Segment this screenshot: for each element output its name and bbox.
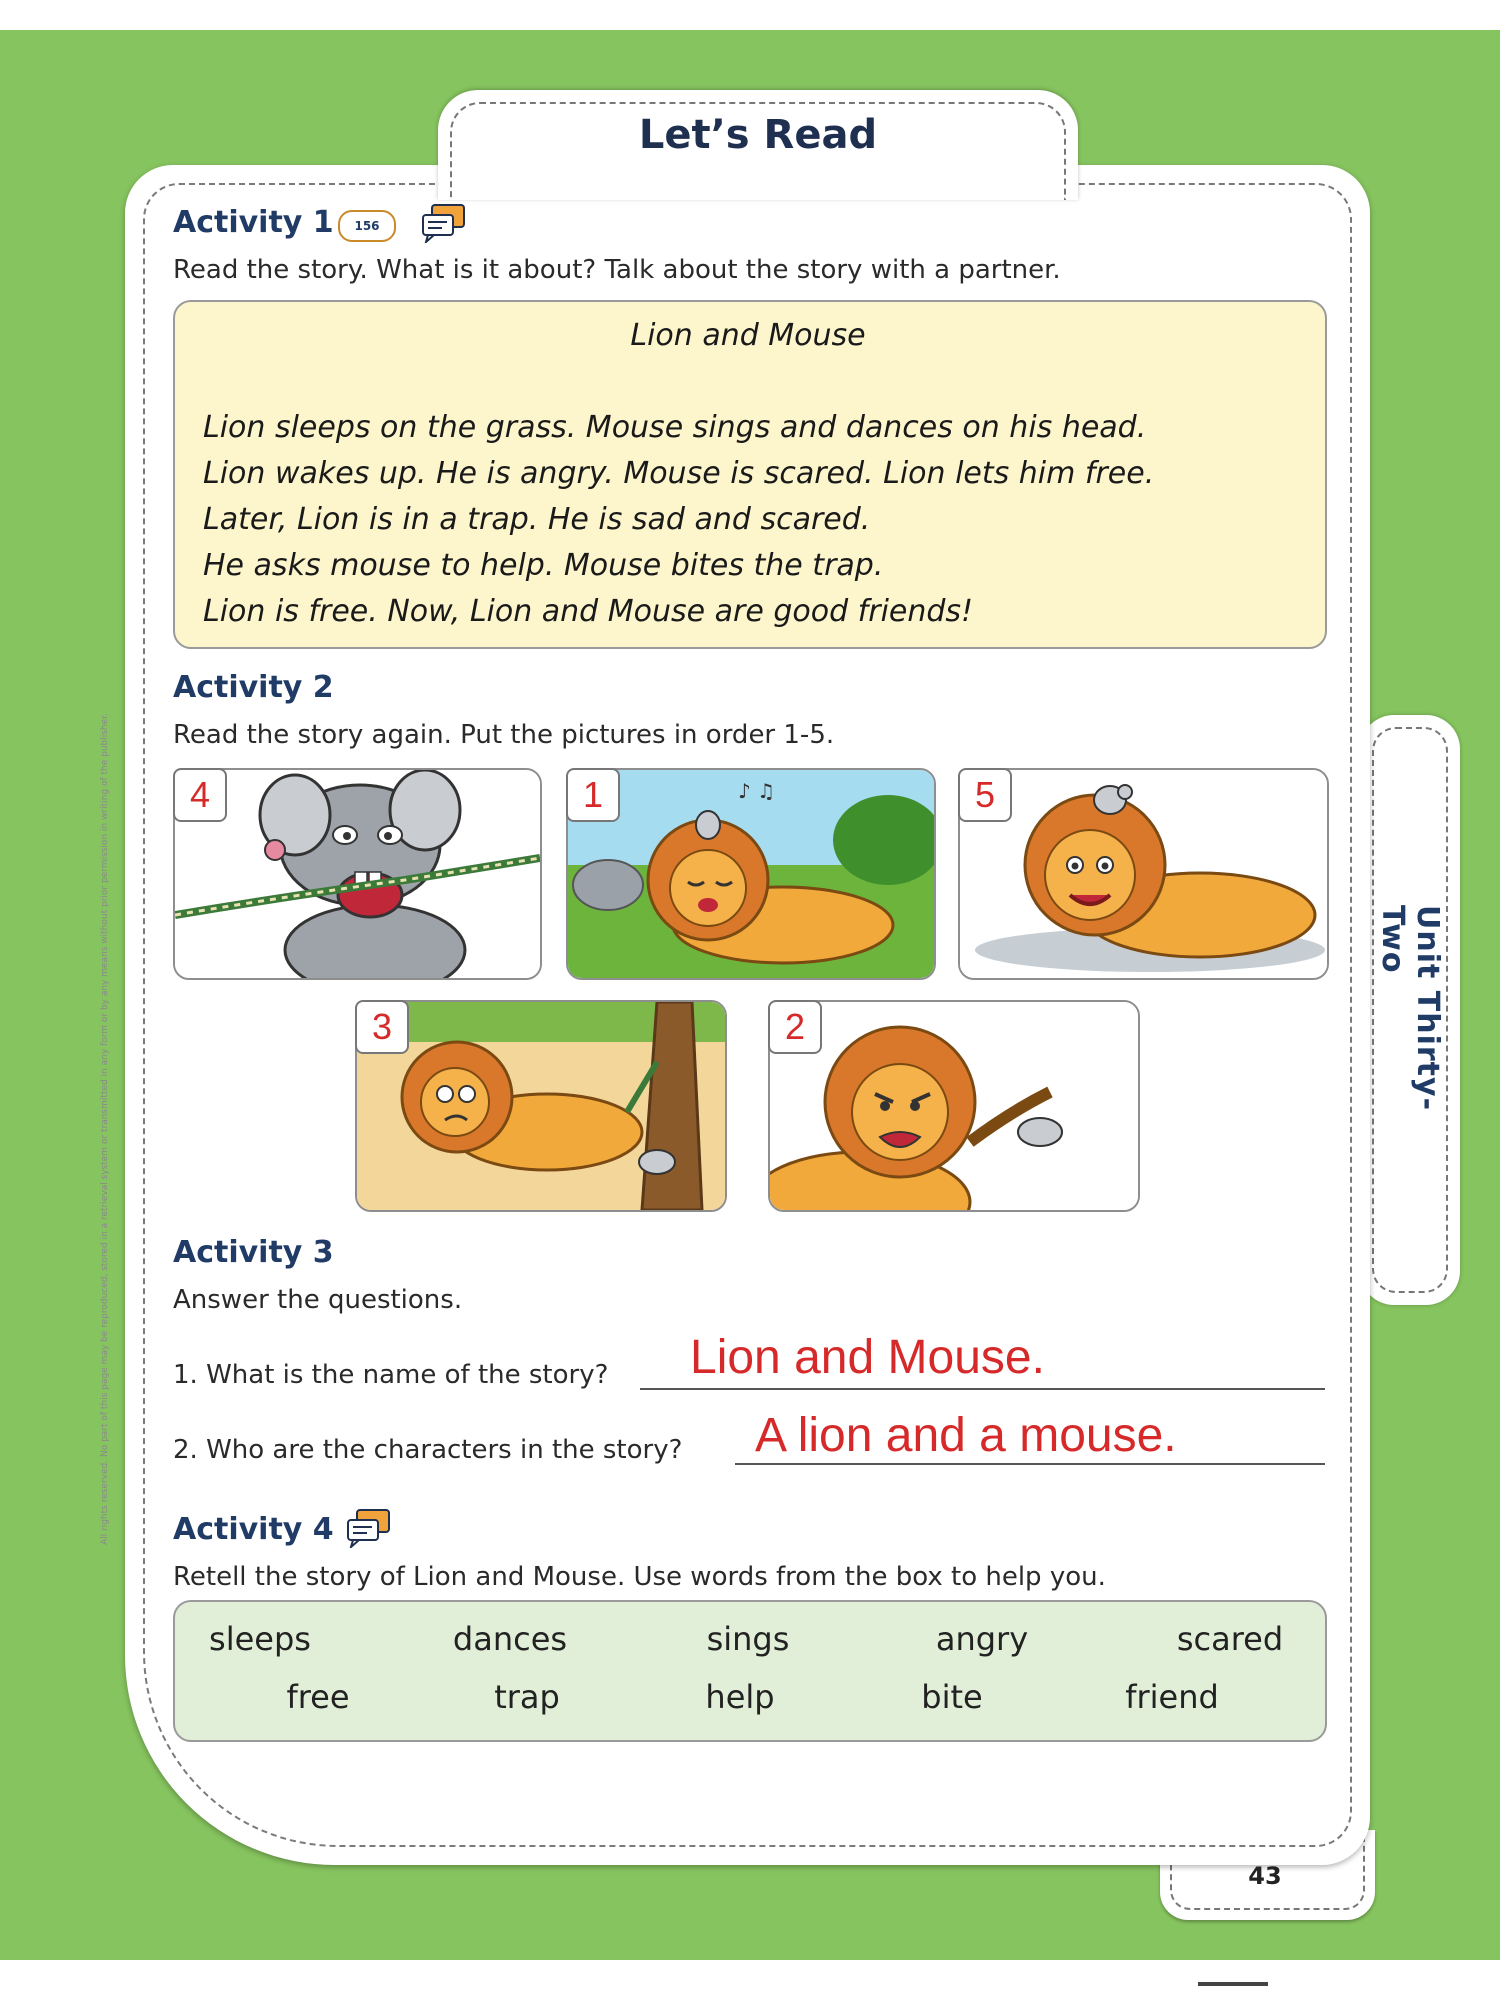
picture-lion-sleeping — [566, 768, 936, 980]
word-item: scared — [1176, 1620, 1284, 1658]
word-item: dances — [452, 1620, 568, 1658]
activity3-title: Activity 3 — [173, 1235, 334, 1270]
activity1-title: Activity 1 — [173, 205, 334, 240]
page-number: 43 — [1248, 1862, 1282, 1890]
page-title: Let’s Read — [638, 112, 878, 158]
order-number[interactable]: 2 — [768, 1000, 822, 1054]
activity2-instruction: Read the story again. Put the pictures in order 1-5. — [173, 720, 835, 750]
word-item: sings — [706, 1620, 790, 1658]
picture-mouse-bites-rope — [173, 768, 542, 980]
picture-angry-lion-holds-mouse — [768, 1000, 1140, 1212]
speech-bubble-icon — [420, 203, 468, 243]
story-line: Later, Lion is in a trap. He is sad and scared. — [203, 502, 871, 537]
order-number[interactable]: 3 — [355, 1000, 409, 1054]
copyright-notice: All rights reserved. No part of this page may be reproduced, stored in a retrieval system or transmitted in any form or by any means without prior permission in writing of the publisher. — [100, 713, 110, 1545]
story-line: Lion wakes up. He is angry. Mouse is scared. Lion lets him free. — [203, 456, 1155, 491]
speech-bubble-icon — [345, 1508, 393, 1548]
activity1-instruction: Read the story. What is it about? Talk about the story with a partner. — [173, 255, 1061, 285]
activity3-instruction: Answer the questions. — [173, 1285, 463, 1315]
activity4-instruction: Retell the story of Lion and Mouse. Use words from the box to help you. — [173, 1562, 1106, 1592]
svg-text:♪ ♫: ♪ ♫ — [738, 779, 776, 803]
audio-track-icon[interactable] — [338, 210, 396, 242]
bottom-divider — [1198, 1982, 1268, 1986]
picture-lion-and-mouse-friends — [958, 768, 1329, 980]
activity2-title: Activity 2 — [173, 670, 334, 705]
track-number: 156 — [354, 219, 380, 233]
word-item: angry — [935, 1620, 1029, 1658]
answer-line-2[interactable] — [735, 1463, 1325, 1465]
order-number[interactable]: 5 — [958, 768, 1012, 822]
word-item: friend — [1125, 1678, 1219, 1716]
picture-lion-in-trap — [355, 1000, 727, 1212]
activity4-title: Activity 4 — [173, 1512, 334, 1547]
word-item: sleeps — [209, 1620, 311, 1658]
question-2: 2. Who are the characters in the story? — [173, 1435, 683, 1465]
story-line: Lion is free. Now, Lion and Mouse are good friends! — [203, 594, 974, 629]
word-item: free — [286, 1678, 350, 1716]
question-1: 1. What is the name of the story? — [173, 1360, 609, 1390]
order-number[interactable]: 4 — [173, 768, 227, 822]
answer-2: A lion and a mouse. — [755, 1409, 1177, 1462]
story-line: Lion sleeps on the grass. Mouse sings and dances on his head. — [203, 410, 1147, 445]
word-item: bite — [921, 1678, 983, 1716]
unit-label: Unit Thirty-Two — [1375, 905, 1445, 1112]
order-number[interactable]: 1 — [566, 768, 620, 822]
word-item: help — [705, 1678, 775, 1716]
story-title: Lion and Mouse — [630, 318, 866, 353]
answer-line-1[interactable] — [640, 1388, 1325, 1390]
word-item: trap — [494, 1678, 560, 1716]
answer-1: Lion and Mouse. — [690, 1331, 1045, 1384]
story-line: He asks mouse to help. Mouse bites the trap. — [203, 548, 884, 583]
